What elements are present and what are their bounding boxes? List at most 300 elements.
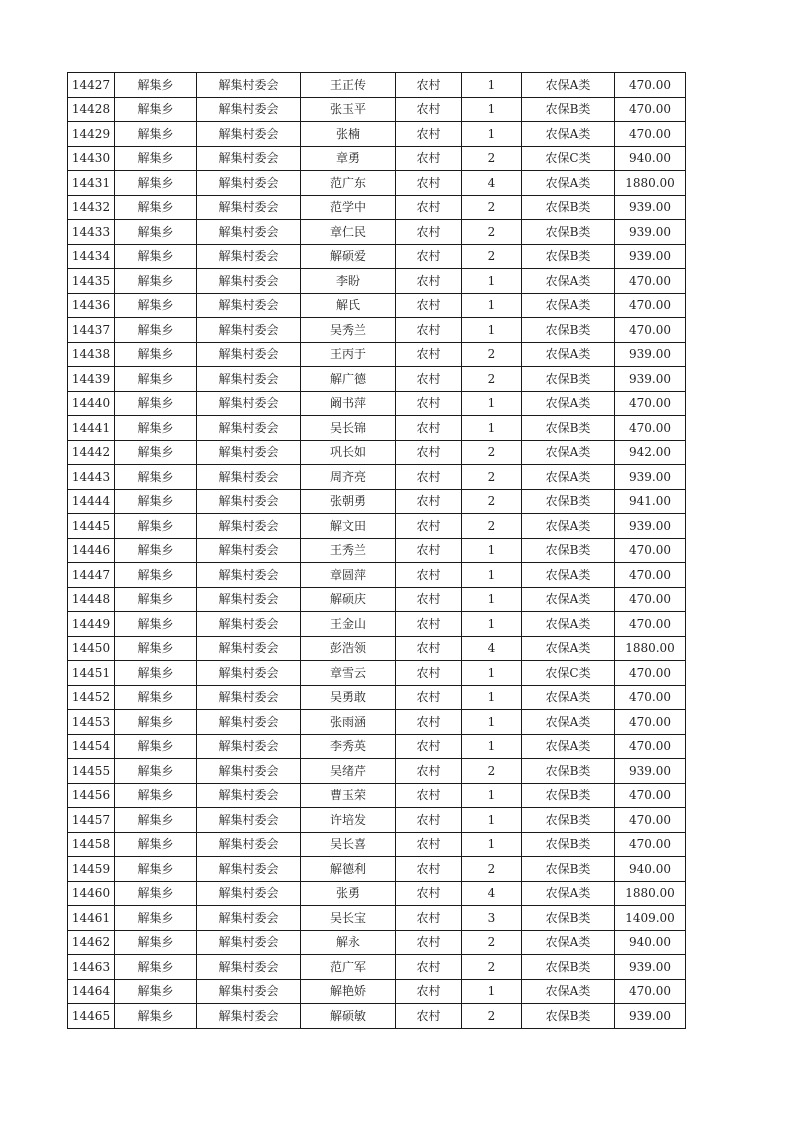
household-count-cell: 1 [462,587,522,612]
insurance-category-cell: 农保C类 [522,146,615,171]
area-type-cell: 农村 [396,514,462,539]
household-count-cell: 1 [462,563,522,588]
household-count-cell: 1 [462,734,522,759]
table-row [68,955,686,980]
township-cell: 解集乡 [115,220,197,245]
township-cell: 解集乡 [115,367,197,392]
table-row [68,857,686,882]
area-type-cell: 农村 [396,906,462,931]
insurance-category-cell: 农保B类 [522,489,615,514]
township-cell: 解集乡 [115,587,197,612]
table-row [68,538,686,563]
household-count-cell: 2 [462,465,522,490]
village-committee-cell: 解集村委会 [197,685,301,710]
insurance-category-cell: 农保A类 [522,734,615,759]
table-row [68,293,686,318]
insurance-category-cell: 农保B类 [522,538,615,563]
amount-cell: 470.00 [615,97,686,122]
township-cell: 解集乡 [115,514,197,539]
area-type-cell: 农村 [396,195,462,220]
name-cell: 李秀英 [301,734,396,759]
insurance-category-cell: 农保C类 [522,661,615,686]
table-row [68,122,686,147]
household-count-cell: 1 [462,710,522,735]
insurance-category-cell: 农保A类 [522,293,615,318]
village-committee-cell: 解集村委会 [197,612,301,637]
name-cell: 解艳娇 [301,979,396,1004]
table-row [68,367,686,392]
name-cell: 张勇 [301,881,396,906]
area-type-cell: 农村 [396,220,462,245]
row-number-cell: 14458 [68,832,115,857]
household-count-cell: 1 [462,293,522,318]
township-cell: 解集乡 [115,832,197,857]
township-cell: 解集乡 [115,244,197,269]
village-committee-cell: 解集村委会 [197,857,301,882]
amount-cell: 470.00 [615,122,686,147]
table-row [68,416,686,441]
amount-cell: 939.00 [615,759,686,784]
name-cell: 王金山 [301,612,396,637]
name-cell: 吴绪芹 [301,759,396,784]
amount-cell: 939.00 [615,514,686,539]
insurance-category-cell: 农保B类 [522,318,615,343]
row-number-cell: 14436 [68,293,115,318]
village-committee-cell: 解集村委会 [197,979,301,1004]
table-row [68,514,686,539]
township-cell: 解集乡 [115,906,197,931]
amount-cell: 470.00 [615,293,686,318]
name-cell: 许培发 [301,808,396,833]
row-number-cell: 14460 [68,881,115,906]
area-type-cell: 农村 [396,538,462,563]
township-cell: 解集乡 [115,955,197,980]
township-cell: 解集乡 [115,342,197,367]
household-count-cell: 1 [462,73,522,98]
amount-cell: 470.00 [615,685,686,710]
row-number-cell: 14461 [68,906,115,931]
household-count-cell: 2 [462,244,522,269]
township-cell: 解集乡 [115,710,197,735]
table-row [68,171,686,196]
household-count-cell: 1 [462,832,522,857]
household-count-cell: 1 [462,685,522,710]
area-type-cell: 农村 [396,857,462,882]
row-number-cell: 14457 [68,808,115,833]
insurance-category-cell: 农保A类 [522,171,615,196]
insurance-category-cell: 农保A类 [522,73,615,98]
name-cell: 周齐亮 [301,465,396,490]
table-row [68,661,686,686]
township-cell: 解集乡 [115,857,197,882]
area-type-cell: 农村 [396,416,462,441]
insurance-category-cell: 农保B类 [522,416,615,441]
table-row [68,881,686,906]
village-committee-cell: 解集村委会 [197,587,301,612]
amount-cell: 470.00 [615,661,686,686]
area-type-cell: 农村 [396,367,462,392]
household-count-cell: 2 [462,367,522,392]
household-count-cell: 2 [462,489,522,514]
insurance-category-cell: 农保A类 [522,979,615,1004]
household-count-cell: 2 [462,440,522,465]
row-number-cell: 14444 [68,489,115,514]
area-type-cell: 农村 [396,979,462,1004]
row-number-cell: 14439 [68,367,115,392]
table-row [68,195,686,220]
row-number-cell: 14431 [68,171,115,196]
township-cell: 解集乡 [115,930,197,955]
amount-cell: 939.00 [615,342,686,367]
area-type-cell: 农村 [396,293,462,318]
insurance-category-cell: 农保A类 [522,930,615,955]
amount-cell: 470.00 [615,832,686,857]
area-type-cell: 农村 [396,808,462,833]
name-cell: 阚书萍 [301,391,396,416]
table-row [68,979,686,1004]
insurance-category-cell: 农保B类 [522,955,615,980]
area-type-cell: 农村 [396,1004,462,1029]
township-cell: 解集乡 [115,759,197,784]
insurance-category-cell: 农保B类 [522,1004,615,1029]
township-cell: 解集乡 [115,318,197,343]
township-cell: 解集乡 [115,293,197,318]
insurance-category-cell: 农保A类 [522,710,615,735]
village-committee-cell: 解集村委会 [197,881,301,906]
table-row [68,930,686,955]
row-number-cell: 14438 [68,342,115,367]
township-cell: 解集乡 [115,269,197,294]
insurance-category-cell: 农保A类 [522,342,615,367]
area-type-cell: 农村 [396,440,462,465]
table-row [68,73,686,98]
household-count-cell: 1 [462,318,522,343]
village-committee-cell: 解集村委会 [197,955,301,980]
name-cell: 章雪云 [301,661,396,686]
township-cell: 解集乡 [115,661,197,686]
area-type-cell: 农村 [396,832,462,857]
name-cell: 章勇 [301,146,396,171]
name-cell: 解硕爱 [301,244,396,269]
amount-cell: 1409.00 [615,906,686,931]
table-row [68,1004,686,1029]
table-row [68,146,686,171]
name-cell: 解硕庆 [301,587,396,612]
amount-cell: 939.00 [615,195,686,220]
area-type-cell: 农村 [396,930,462,955]
name-cell: 张玉平 [301,97,396,122]
household-count-cell: 2 [462,930,522,955]
table-row [68,587,686,612]
amount-cell: 470.00 [615,710,686,735]
table-row [68,808,686,833]
table-row [68,489,686,514]
row-number-cell: 14441 [68,416,115,441]
area-type-cell: 农村 [396,881,462,906]
name-cell: 王秀兰 [301,538,396,563]
amount-cell: 939.00 [615,367,686,392]
name-cell: 解氏 [301,293,396,318]
amount-cell: 942.00 [615,440,686,465]
row-number-cell: 14448 [68,587,115,612]
village-committee-cell: 解集村委会 [197,146,301,171]
household-count-cell: 1 [462,97,522,122]
township-cell: 解集乡 [115,1004,197,1029]
row-number-cell: 14447 [68,563,115,588]
area-type-cell: 农村 [396,685,462,710]
household-count-cell: 1 [462,979,522,1004]
row-number-cell: 14451 [68,661,115,686]
area-type-cell: 农村 [396,955,462,980]
name-cell: 解德利 [301,857,396,882]
row-number-cell: 14430 [68,146,115,171]
row-number-cell: 14433 [68,220,115,245]
amount-cell: 470.00 [615,416,686,441]
household-count-cell: 2 [462,220,522,245]
area-type-cell: 农村 [396,318,462,343]
household-count-cell: 4 [462,171,522,196]
township-cell: 解集乡 [115,73,197,98]
household-count-cell: 1 [462,416,522,441]
table-row [68,440,686,465]
household-count-cell: 2 [462,955,522,980]
row-number-cell: 14449 [68,612,115,637]
household-count-cell: 3 [462,906,522,931]
table-row [68,391,686,416]
insurance-category-cell: 农保A类 [522,440,615,465]
household-count-cell: 1 [462,538,522,563]
row-number-cell: 14453 [68,710,115,735]
row-number-cell: 14455 [68,759,115,784]
village-committee-cell: 解集村委会 [197,1004,301,1029]
village-committee-cell: 解集村委会 [197,73,301,98]
insurance-category-cell: 农保B类 [522,759,615,784]
amount-cell: 470.00 [615,391,686,416]
amount-cell: 1880.00 [615,171,686,196]
row-number-cell: 14442 [68,440,115,465]
name-cell: 张雨涵 [301,710,396,735]
household-count-cell: 4 [462,881,522,906]
area-type-cell: 农村 [396,122,462,147]
village-committee-cell: 解集村委会 [197,220,301,245]
name-cell: 解文田 [301,514,396,539]
village-committee-cell: 解集村委会 [197,293,301,318]
insurance-category-cell: 农保A类 [522,514,615,539]
village-committee-cell: 解集村委会 [197,930,301,955]
township-cell: 解集乡 [115,783,197,808]
township-cell: 解集乡 [115,146,197,171]
township-cell: 解集乡 [115,489,197,514]
area-type-cell: 农村 [396,269,462,294]
name-cell: 吴长宝 [301,906,396,931]
row-number-cell: 14437 [68,318,115,343]
row-number-cell: 14446 [68,538,115,563]
amount-cell: 939.00 [615,955,686,980]
township-cell: 解集乡 [115,171,197,196]
table-row [68,612,686,637]
amount-cell: 470.00 [615,563,686,588]
row-number-cell: 14429 [68,122,115,147]
village-committee-cell: 解集村委会 [197,563,301,588]
village-committee-cell: 解集村委会 [197,808,301,833]
name-cell: 巩长如 [301,440,396,465]
household-count-cell: 2 [462,195,522,220]
township-cell: 解集乡 [115,734,197,759]
township-cell: 解集乡 [115,563,197,588]
household-count-cell: 2 [462,146,522,171]
area-type-cell: 农村 [396,587,462,612]
household-count-cell: 2 [462,857,522,882]
row-number-cell: 14462 [68,930,115,955]
insurance-category-cell: 农保B类 [522,195,615,220]
insurance-category-cell: 农保A类 [522,612,615,637]
amount-cell: 940.00 [615,930,686,955]
village-committee-cell: 解集村委会 [197,122,301,147]
village-committee-cell: 解集村委会 [197,636,301,661]
name-cell: 吴长锦 [301,416,396,441]
insurance-category-cell: 农保B类 [522,832,615,857]
table-row [68,906,686,931]
amount-cell: 939.00 [615,1004,686,1029]
household-count-cell: 1 [462,269,522,294]
table-row [68,465,686,490]
village-committee-cell: 解集村委会 [197,269,301,294]
township-cell: 解集乡 [115,195,197,220]
row-number-cell: 14465 [68,1004,115,1029]
insurance-category-cell: 农保B类 [522,906,615,931]
township-cell: 解集乡 [115,391,197,416]
village-committee-cell: 解集村委会 [197,783,301,808]
name-cell: 解广德 [301,367,396,392]
name-cell: 彭浩领 [301,636,396,661]
name-cell: 张楠 [301,122,396,147]
table-row [68,636,686,661]
township-cell: 解集乡 [115,416,197,441]
name-cell: 章仁民 [301,220,396,245]
amount-cell: 939.00 [615,220,686,245]
insurance-category-cell: 农保B类 [522,857,615,882]
household-count-cell: 1 [462,391,522,416]
insurance-category-cell: 农保A类 [522,465,615,490]
amount-cell: 470.00 [615,612,686,637]
table-row [68,832,686,857]
table-row [68,783,686,808]
name-cell: 吴秀兰 [301,318,396,343]
village-committee-cell: 解集村委会 [197,318,301,343]
area-type-cell: 农村 [396,563,462,588]
amount-cell: 470.00 [615,269,686,294]
table-body [68,73,686,1029]
area-type-cell: 农村 [396,612,462,637]
insurance-category-cell: 农保A类 [522,587,615,612]
table-row [68,97,686,122]
name-cell: 范学中 [301,195,396,220]
area-type-cell: 农村 [396,783,462,808]
insurance-category-cell: 农保B类 [522,244,615,269]
village-committee-cell: 解集村委会 [197,391,301,416]
area-type-cell: 农村 [396,636,462,661]
amount-cell: 470.00 [615,783,686,808]
name-cell: 解永 [301,930,396,955]
insurance-category-cell: 农保A类 [522,685,615,710]
amount-cell: 941.00 [615,489,686,514]
area-type-cell: 农村 [396,244,462,269]
row-number-cell: 14434 [68,244,115,269]
township-cell: 解集乡 [115,979,197,1004]
insurance-category-cell: 农保A类 [522,881,615,906]
row-number-cell: 14463 [68,955,115,980]
village-committee-cell: 解集村委会 [197,465,301,490]
area-type-cell: 农村 [396,73,462,98]
table-row [68,563,686,588]
insurance-category-cell: 农保A类 [522,122,615,147]
household-count-cell: 1 [462,612,522,637]
village-committee-cell: 解集村委会 [197,440,301,465]
village-committee-cell: 解集村委会 [197,416,301,441]
village-committee-cell: 解集村委会 [197,367,301,392]
area-type-cell: 农村 [396,661,462,686]
household-count-cell: 1 [462,808,522,833]
amount-cell: 939.00 [615,244,686,269]
subsidy-table [67,72,686,1029]
village-committee-cell: 解集村委会 [197,171,301,196]
village-committee-cell: 解集村委会 [197,759,301,784]
insurance-category-cell: 农保B类 [522,808,615,833]
area-type-cell: 农村 [396,391,462,416]
row-number-cell: 14452 [68,685,115,710]
village-committee-cell: 解集村委会 [197,489,301,514]
insurance-category-cell: 农保B类 [522,367,615,392]
insurance-category-cell: 农保A类 [522,391,615,416]
table-row [68,759,686,784]
area-type-cell: 农村 [396,710,462,735]
village-committee-cell: 解集村委会 [197,514,301,539]
amount-cell: 470.00 [615,808,686,833]
name-cell: 解硕敏 [301,1004,396,1029]
household-count-cell: 2 [462,514,522,539]
amount-cell: 1880.00 [615,881,686,906]
row-number-cell: 14432 [68,195,115,220]
area-type-cell: 农村 [396,146,462,171]
amount-cell: 940.00 [615,146,686,171]
name-cell: 吴长喜 [301,832,396,857]
insurance-category-cell: 农保A类 [522,563,615,588]
row-number-cell: 14450 [68,636,115,661]
area-type-cell: 农村 [396,489,462,514]
household-count-cell: 1 [462,661,522,686]
village-committee-cell: 解集村委会 [197,538,301,563]
township-cell: 解集乡 [115,97,197,122]
township-cell: 解集乡 [115,465,197,490]
insurance-category-cell: 农保A类 [522,636,615,661]
township-cell: 解集乡 [115,122,197,147]
area-type-cell: 农村 [396,342,462,367]
household-count-cell: 1 [462,122,522,147]
township-cell: 解集乡 [115,538,197,563]
name-cell: 张朝勇 [301,489,396,514]
insurance-category-cell: 农保B类 [522,220,615,245]
row-number-cell: 14435 [68,269,115,294]
table-row [68,710,686,735]
village-committee-cell: 解集村委会 [197,97,301,122]
village-committee-cell: 解集村委会 [197,195,301,220]
table-row [68,734,686,759]
table-row [68,244,686,269]
row-number-cell: 14464 [68,979,115,1004]
amount-cell: 470.00 [615,734,686,759]
area-type-cell: 农村 [396,465,462,490]
name-cell: 章圆萍 [301,563,396,588]
